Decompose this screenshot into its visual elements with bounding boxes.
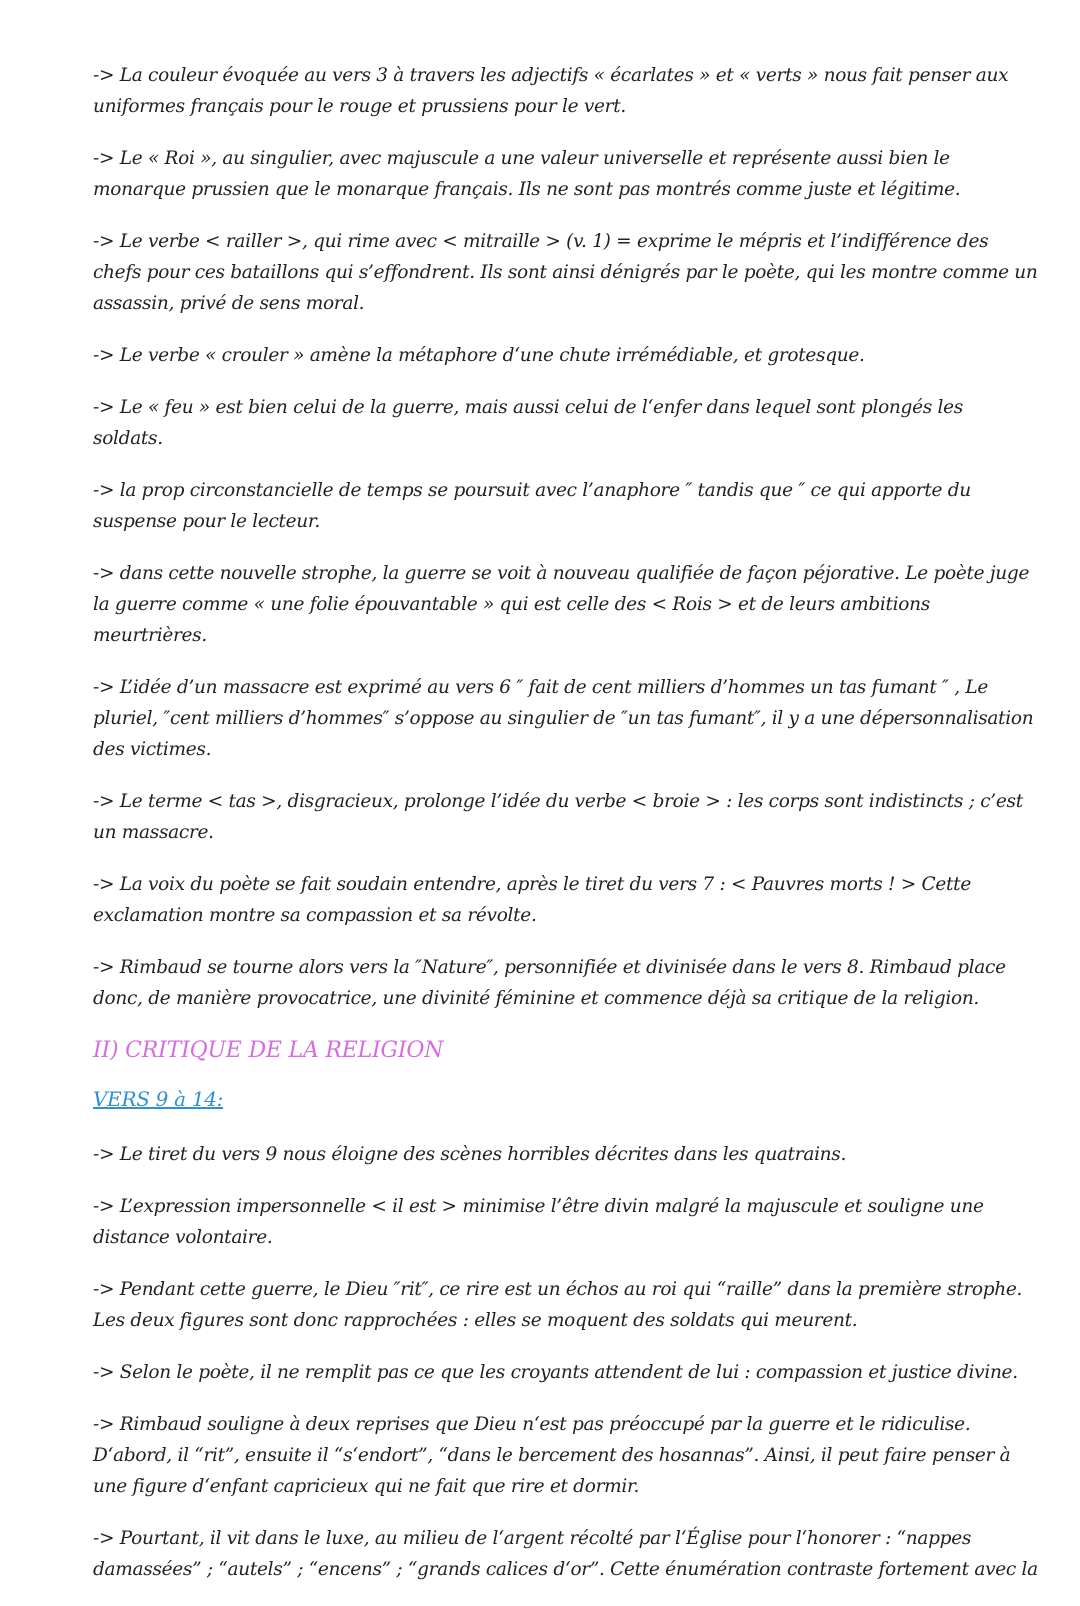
paragraph: -> Le tiret du vers 9 nous éloigne des scènes horribles décrites dans les quatrains. <box>93 1144 847 1165</box>
document-page <box>93 60 1038 1606</box>
paragraph: -> Rimbaud souligne à deux reprises que Dieu n‘est pas préoccupé par la guerre et le ridiculise. D‘abord, il “rit”, ensuite il “s‘endort”, “dans le bercement des hosannas”. Ainsi, il peut faire penser à une figure d‘enfant capricieux qui ne fait que rire et dormir. <box>93 1414 1011 1497</box>
paragraph: -> Pourtant, il vit dans le luxe, au milieu de l‘argent récolté par l‘Église pour l‘honorer : “nappes damassées” ; “autels” ; “encens” ; “grands calices d‘or”. Cette énumération contraste fortement avec la <box>93 1528 1038 1580</box>
subsection-title: VERS 9 à 14: <box>93 1087 224 1111</box>
section-title: II) CRITIQUE DE LA RELIGION <box>93 1038 444 1063</box>
paragraph: -> dans cette nouvelle strophe, la guerre se voit à nouveau qualifiée de façon péjorative. Le poète juge la guerre comme « une folie épouvantable » qui est celle des < Rois > et de leurs ambitions meurtrières. <box>93 563 1030 646</box>
paragraph: -> Le « Roi », au singulier, avec majuscule a une valeur universelle et représente aussi bien le monarque prussien que le monarque français. Ils ne sont pas montrés comme juste et légitime. <box>93 148 961 200</box>
paragraph: -> Le terme < tas >, disgracieux, prolonge l’idée du verbe < broie > : les corps sont indistincts ; c’est un massacre. <box>93 791 1023 843</box>
paragraph: -> Pendant cette guerre, le Dieu ″rit″, ce rire est un échos au roi qui “raille” dans la première strophe. Les deux figures sont donc rapprochées : elles se moquent des soldats qui meurent. <box>93 1279 1023 1331</box>
paragraph: -> Le verbe < railler >, qui rime avec < mitraille > (v. 1) = exprime le mépris et l’indifférence des chefs pour ces bataillons qui s’effondrent. Ils sont ainsi dénigrés par le poète, qui les montre comme un assassin, privé de sens moral. <box>93 231 1038 314</box>
paragraph: -> Selon le poète, il ne remplit pas ce que les croyants attendent de lui : compassion et justice divine. <box>93 1362 1018 1383</box>
paragraph: -> La couleur évoquée au vers 3 à travers les adjectifs « écarlates » et « verts » nous fait penser aux uniformes français pour le rouge et prussiens pour le vert. <box>93 65 1009 117</box>
paragraph: -> L’expression impersonnelle < il est > minimise l’être divin malgré la majuscule et souligne une distance volontaire. <box>93 1196 984 1248</box>
paragraph: -> L’idée d’un massacre est exprimé au vers 6 ″ fait de cent milliers d’hommes un tas fumant ″ , Le pluriel, ″cent milliers d’hommes″ s’oppose au singulier de ″un tas fumant″, il y a une dépersonnalisation des victimes. <box>93 677 1034 760</box>
paragraph: -> la prop circonstancielle de temps se poursuit avec l’anaphore ″ tandis que ″ ce qui apporte du suspense pour le lecteur. <box>93 480 971 532</box>
paragraph: -> Rimbaud se tourne alors vers la ″Nature″, personnifiée et divinisée dans le vers 8. Rimbaud place donc, de manière provocatrice, une divinité féminine et commence déjà sa critique de la religion. <box>93 957 1006 1009</box>
paragraph: -> Le verbe « crouler » amène la métaphore d‘une chute irrémédiable, et grotesque. <box>93 345 865 366</box>
paragraph: -> Le « feu » est bien celui de la guerre, mais aussi celui de l‘enfer dans lequel sont plongés les soldats. <box>93 397 963 449</box>
paragraph: -> La voix du poète se fait soudain entendre, après le tiret du vers 7 : < Pauvres morts ! > Cette exclamation montre sa compassion et sa révolte. <box>93 874 971 926</box>
